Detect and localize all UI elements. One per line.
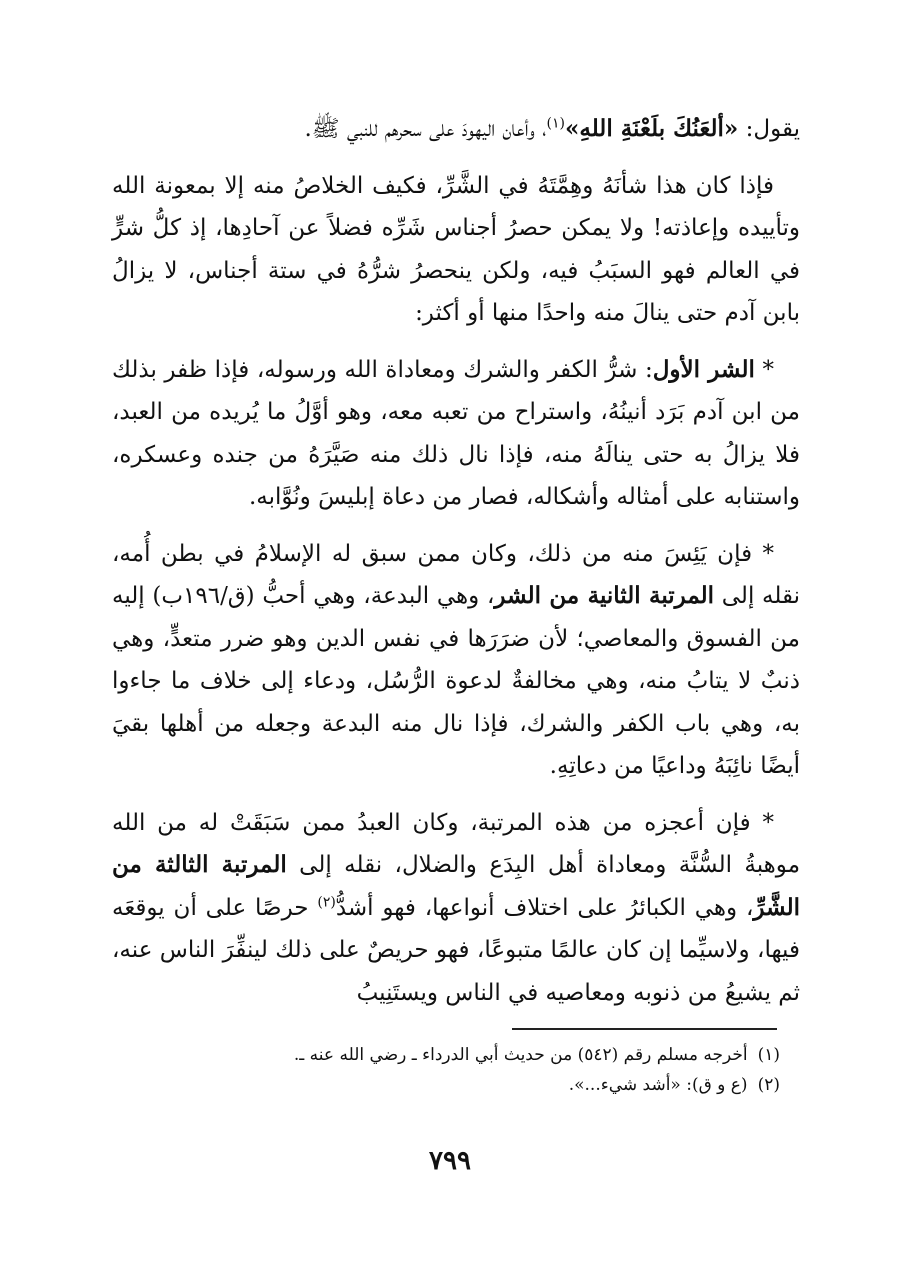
p5-text-a: فإن أعجزه من هذه المرتبة، وكان العبدُ ممن سَبَقَتْ له من الله موهبةُ السُّنَّة ومعاداة أهل البِدَع والضلال، نقله إلى bbox=[112, 809, 801, 878]
footnote-1 bbox=[160, 1040, 780, 1070]
p4-text-c: إليه من الفسوق والمعاصي؛ لأن ضرَرَها في نفس الدين وهو ضرر متعدٍّ، وهي ذنبٌ لا يتابُ منه، وهي مخالفةٌ لدعوة الرُّسُل، ودعاء إلى خلاف ما جاءوا به، وهي باب الكفر والشرك، فإذا نال منه البدعة وجعله من أهلها بقيَ أيضًا نائِبَهُ وداعيًا من دعاتِهِ. bbox=[112, 583, 800, 779]
paragraph-2 bbox=[112, 165, 800, 335]
paragraph-5 bbox=[112, 802, 800, 1015]
p5-text-c: حرصًا على أن يوقعَه فيها، ولاسيِّما إن كان عالمًا متبوعًا، فهو حريصٌ على ذلك لينفِّرَ الناس عنه، ثم يشيعُ من ذنوبه ومعاصيه في الناس ويستَنِيبُ bbox=[112, 894, 800, 1006]
footnote-2 bbox=[160, 1070, 780, 1100]
paragraph-gap bbox=[112, 519, 800, 533]
paragraph-3 bbox=[112, 349, 800, 519]
p5-bullet: * bbox=[750, 809, 775, 836]
paragraph-gap bbox=[112, 335, 800, 349]
p5-heading: المرتبة الثالثة من الشَّرِّ bbox=[112, 851, 800, 921]
footnote-text: أخرجه مسلم رقم (٥٤٢) من حديث أبي الدرداء ـ رضي الله عنه ـ. bbox=[293, 1045, 748, 1065]
manuscript-marker: (ق/١٩٦ب) bbox=[152, 583, 255, 609]
footnote-text: (ع و ق): «أشد شيء...». bbox=[568, 1075, 748, 1095]
p3-text: : شرُّ الكفر والشرك ومعاداة الله ورسوله، فإذا ظفر بذلك من ابن آدم بَرَد أنينُهُ، واستراح من تعبه معه، وهو أوَّلُ ما يُريده من العبد، فلا يزالُ به حتى ينالَهُ منه، فإذا نال ذلك منه صَيَّرَهُ من جنده وعسكره، واستنابه على أمثاله وأشكاله، فصار من دعاة إبليسَ ونُوَّابه. bbox=[112, 356, 800, 510]
footnote-ref-1: (١) bbox=[546, 115, 565, 132]
p4-text-a: فإن يَئِسَ منه من ذلك، وكان ممن سبق له الإسلامُ في بطن أُمه، نقله إلى bbox=[112, 540, 801, 609]
paragraph-4 bbox=[112, 533, 800, 788]
page-number: ٧٩٩ bbox=[429, 1146, 471, 1176]
p4-text-b: ، وهي البدعة، وهي أحبُّ bbox=[254, 583, 495, 609]
hadith-quote: «ألعَنُكَ بلَعْنَةِ اللهِ» bbox=[564, 115, 739, 142]
footnotes bbox=[160, 1040, 780, 1100]
p1-tail: ، وأعان اليهودَ على سحرهم للنبي ﷺ. bbox=[304, 116, 547, 142]
footnote-number: (٢) bbox=[757, 1075, 780, 1095]
p4-bullet: * bbox=[752, 540, 775, 567]
p3-heading: الشر الأول bbox=[652, 355, 755, 383]
main-text bbox=[112, 108, 800, 1014]
footnote-ref-2: (٢) bbox=[317, 893, 336, 910]
p3-bullet: * bbox=[754, 356, 774, 383]
paragraph-gap bbox=[112, 151, 800, 165]
paragraph-gap bbox=[112, 788, 800, 802]
paragraph-1 bbox=[112, 108, 800, 151]
p4-heading: المرتبة الثانية من الشر bbox=[494, 582, 715, 609]
p5-text-b: ، وهي الكبائرُ على اختلاف أنواعها، فهو أشدُّ bbox=[335, 894, 754, 921]
footnote-separator bbox=[512, 1028, 777, 1030]
p2-text: فإذا كان هذا شأنَهُ وهِمَّتَهُ في الشَّرِّ، فكيف الخلاصُ منه إلا بمعونة الله وتأييده وإعاذته! ولا يمكن حصرُ أجناس شَرِّه فضلاً عن آحادِها، إذ كلُّ شرٍّ في العالم فهو السبَبُ فيه، ولكن ينحصرُ شرُّهُ في ستة أجناس، لا يزالُ بابن آدم حتى ينالَ منه واحدًا منها أو أكثر: bbox=[112, 172, 800, 326]
p1-lead: يقول: bbox=[738, 116, 800, 142]
footnote-number: (١) bbox=[757, 1045, 780, 1065]
